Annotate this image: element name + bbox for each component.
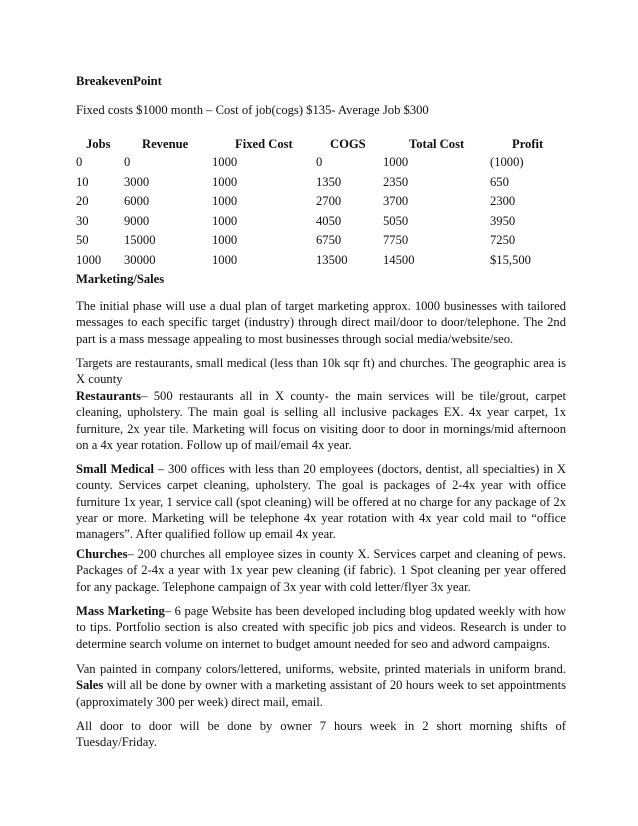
restaurants-text: – 500 restaurants all in X county- the main services will be tile/grout, carpet cleaning, upholstery. The main goal is selling all inclusive packages EX. 4x year carpet, 1x furniture, 2x year tile. Marketing will focus on visiting door to door in mornings/mid afternoon on a 4x year rotation. Follow up of mail/email 4x year. <box>76 389 566 452</box>
table-cell: 9000 <box>124 213 150 228</box>
table-cell: 0 <box>76 155 83 169</box>
table-cell: 1000 <box>212 252 238 267</box>
table-cell: (1000) <box>490 155 524 169</box>
table-cell: 14500 <box>383 252 415 267</box>
van-text: Van painted in company colors/lettered, uniforms, website, printed materials in uniform brand. <box>76 662 566 676</box>
paragraph-intro: The initial phase will use a dual plan of target marketing approx. 1000 businesses with tailored messages to each specific target (industry) through direct mail/door to door/telephone. The 2nd part is a mass message appealing to most businesses through social media/website/seo. <box>76 299 566 346</box>
table-cell: 2700 <box>316 194 342 208</box>
table-cell: 1000 <box>76 252 102 267</box>
table-cell: 13500 <box>316 252 348 267</box>
cost-summary: Fixed costs $1000 month – Cost of job(cogs) $135- Average Job $300 <box>76 103 429 117</box>
small-medical-text: – 300 offices with less than 20 employees (doctors, dentist, all specialties) in X county. Services carpet cleaning, upholstery. The goal is packages of 2-4x year with office furniture 1x year, 1 service call (spot cleaning) will be offered at no charge for any package of 2x year or more. Marketing will be telephone 4x year rotation with 4x year cold mail to “office managers”. After qualified follow up email 4x year. <box>76 462 566 542</box>
table-cell: 50 <box>76 233 89 247</box>
table-cell: 7750 <box>383 233 409 247</box>
table-cell: 1000 <box>383 155 409 169</box>
paragraph-van-sales <box>76 661 566 710</box>
table-cell: 1000 <box>212 174 238 189</box>
restaurants-label: Restaurants <box>76 389 142 403</box>
paragraph-door-to-door: All door to door will be done by owner 7 hours week in 2 short morning shifts of Tuesday/Friday. <box>76 719 566 750</box>
page-title: BreakevenPoint <box>76 74 162 88</box>
mass-marketing-label: Mass Marketing <box>76 604 165 618</box>
table-cell: 20 <box>76 194 89 208</box>
table-cell: 30000 <box>124 252 156 267</box>
paragraph-targets: Targets are restaurants, small medical (less than 10k sqr ft) and churches. The geographic area is X county <box>76 356 566 387</box>
table-cell: 6000 <box>124 194 150 208</box>
table-cell: 2300 <box>490 194 516 208</box>
table-cell: 1000 <box>212 194 238 208</box>
table-cell: 1350 <box>316 174 342 189</box>
churches-text: – 200 churches all employee sizes in county X. Services carpet and cleaning of pews. Packages of 2-4x a year with 1x year pew cleaning (if fabric). 1 Spot cleaning per year offered for any package. Telephone campaign of 3x year with cold letter/flyer 3x year. <box>76 547 566 594</box>
table-cell: 1000 <box>212 233 238 247</box>
table-cell: 0 <box>124 155 131 169</box>
table-header-fixed-cost: Fixed Cost <box>235 137 293 151</box>
table-cell: 1000 <box>212 155 238 169</box>
churches-label: Churches <box>76 547 128 561</box>
table-header-total-cost: Total Cost <box>409 137 465 151</box>
table-cell: 1000 <box>212 213 238 228</box>
table-cell: 4050 <box>316 213 342 228</box>
table-cell: 6750 <box>316 233 342 247</box>
table-cell: 2350 <box>383 174 409 189</box>
table-header-jobs: Jobs <box>86 137 111 151</box>
table-cell: 30 <box>76 213 89 228</box>
table-cell: 15000 <box>124 233 156 247</box>
table-cell: 5050 <box>383 213 409 228</box>
table-cell: $15,500 <box>490 252 531 267</box>
table-cell: 3000 <box>124 174 150 189</box>
marketing-heading: Marketing/Sales <box>76 272 165 286</box>
sales-label: Sales <box>76 678 104 693</box>
paragraph-restaurants <box>76 388 566 453</box>
table-cell: 3950 <box>490 213 516 228</box>
table-header-cogs: COGS <box>330 137 366 151</box>
table-cell: 3700 <box>383 194 409 208</box>
paragraph-small-medical <box>76 461 566 542</box>
paragraph-mass-marketing <box>76 603 566 652</box>
table-cell: 0 <box>316 155 323 169</box>
table-cell: 10 <box>76 174 89 189</box>
table-header-revenue: Revenue <box>142 137 189 151</box>
table-cell: 7250 <box>490 233 516 247</box>
sales-text: will all be done by owner with a marketing assistant of 20 hours week to set appointments (approximately 300 per week) direct mail, email. <box>76 678 566 709</box>
small-medical-label: Small Medical <box>76 462 155 476</box>
table-header-profit: Profit <box>512 137 544 151</box>
table-cell: 650 <box>490 174 509 189</box>
paragraph-churches <box>76 546 566 595</box>
mass-marketing-text: – 6 page Website has been developed including blog updated weekly with how to tips. Portfolio section is also created with specific job pics and videos. Research is under to determine search volume on internet to budget amount needed for seo and adword campaigns. <box>76 604 566 651</box>
